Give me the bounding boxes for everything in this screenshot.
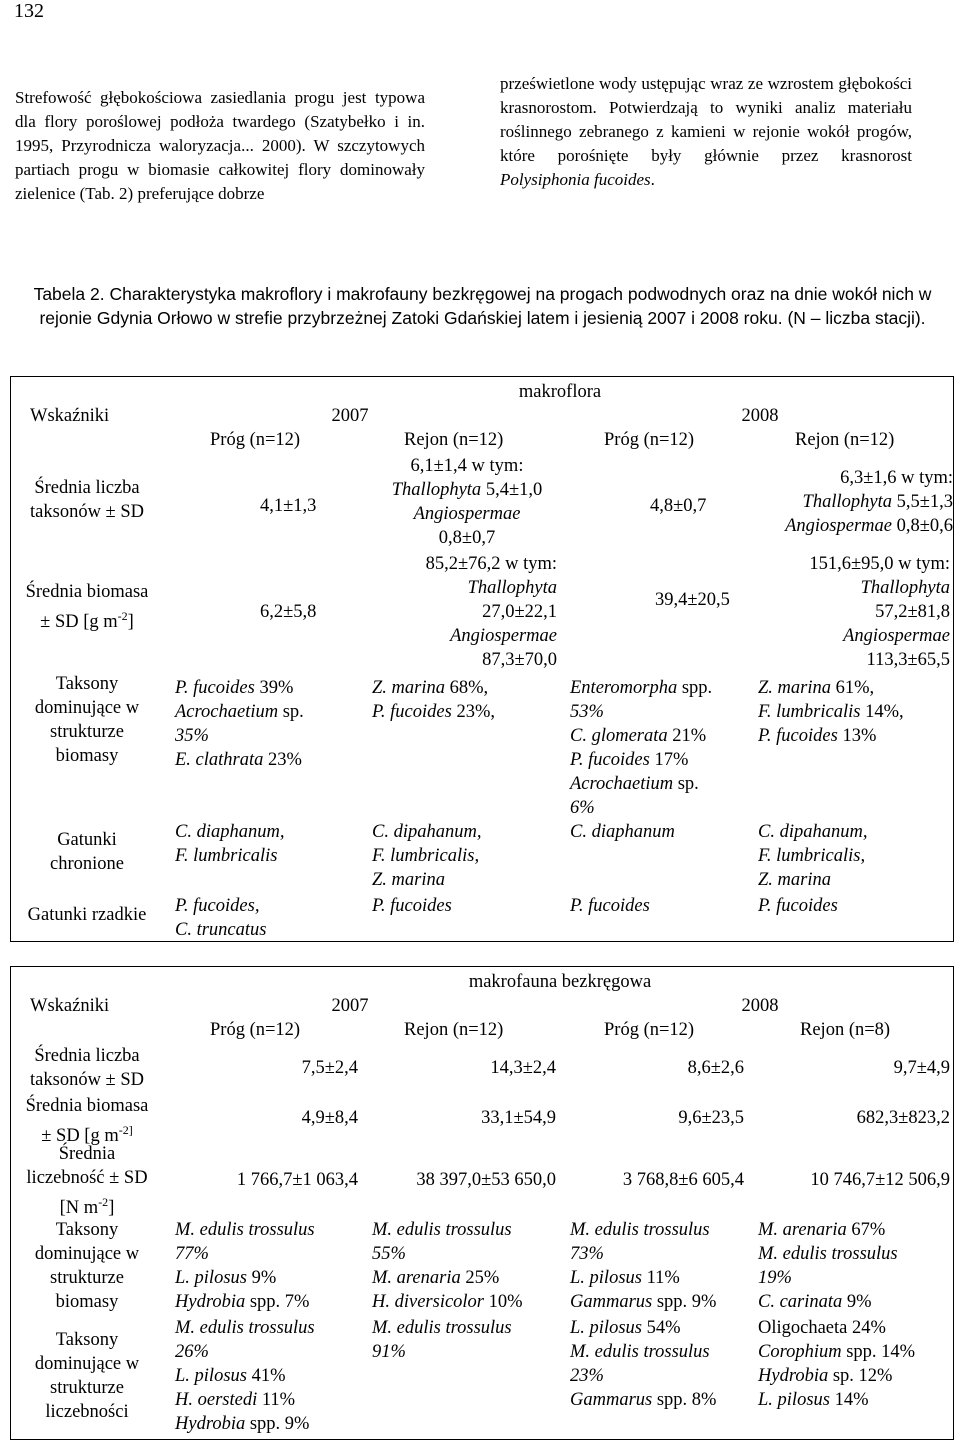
flora-dominant-c4: Z. marina 61%, F. lumbricalis 14%, P. fucoides 13% — [758, 678, 904, 746]
fauna-row-label: Średnia liczebność ± SD [N $m^{-2}$] — [26, 1144, 148, 1219]
flora-protected-c4: C. dipahanum, F. lumbricalis, Z. marina — [758, 822, 868, 890]
flora-biomass-c2: 85,2±76,2 w tym: Thallophyta 27,0±22,1 Angiospermae 87,3±70,0 — [425, 554, 557, 670]
flora-indicators-label: Wskaźniki — [30, 406, 110, 426]
fauna-dominant-biomass-c2: M. edulis trossulus 55% M. arenaria 25% H. diversicolor 10% — [372, 1220, 523, 1312]
flora-column-header: Rejon (n=12) — [795, 430, 895, 450]
fauna-year-2007: 2007 — [331, 996, 369, 1016]
flora-biomass-c3: 39,4±20,5 — [655, 590, 730, 610]
fauna-dominant-biomass-c3: M. edulis trossulus 73% L. pilosus 11% Gammarus spp. 9% — [570, 1220, 717, 1312]
fauna-dominant-biomass-c1: M. edulis trossulus 77% L. pilosus 9% Hydrobia spp. 7% — [175, 1220, 315, 1312]
flora-column-header: Próg (n=12) — [604, 430, 695, 450]
fauna-dominant-abundance-c4: Oligochaeta 24% Corophium spp. 14% Hydrobia sp. 12% L. pilosus 14% — [758, 1318, 916, 1410]
right-text-column — [500, 72, 912, 192]
fauna-abundance-value: 1 766,7±1 063,4 — [236, 1170, 358, 1190]
flora-rare-c3: P. fucoides — [570, 896, 650, 916]
fauna-section-title: makrofauna bezkręgowa — [468, 972, 652, 992]
flora-protected-c2: C. dipahanum, F. lumbricalis, Z. marina — [372, 822, 482, 890]
flora-biomass-c4: 151,6±95,0 w tym: Thallophyta 57,2±81,8 Angiospermae 113,3±65,5 — [809, 554, 950, 670]
flora-row-label: Średnia liczba taksonów ± SD — [30, 478, 144, 522]
fauna-biomass-value: 33,1±54,9 — [481, 1108, 556, 1128]
flora-row-label: Gatunki chronione — [50, 830, 124, 874]
right-paragraph: prześwietlone wody ustępując wraz ze wzrostem głębokości krasnorostom. Potwierdzają to wyniki analiz materiału roślinnego zebranego z kamieni w rejonie wokół progów, które porośnięte były głównie przez krasnorost Polysiphonia fucoides. — [500, 74, 912, 189]
caption-label: Tabela 2. — [33, 284, 105, 304]
fauna-biomass-value: 9,6±23,5 — [678, 1108, 744, 1128]
flora-taxa-c4: 6,3±1,6 w tym: Thallophyta 5,5±1,3 Angiospermae 0,8±0,6 — [785, 468, 953, 536]
fauna-taxa-value: 7,5±2,4 — [301, 1058, 358, 1078]
page-number: 132 — [14, 0, 44, 22]
flora-section-title: makroflora — [518, 382, 602, 402]
fauna-indicators-label: Wskaźniki — [30, 996, 110, 1016]
flora-row-label: Taksony dominujące w strukturze biomasy — [34, 674, 140, 766]
fauna-taxa-value: 9,7±4,9 — [893, 1058, 950, 1078]
fauna-dominant-abundance-c1: M. edulis trossulus 26% L. pilosus 41% H. oerstedi 11% Hydrobia spp. 9% — [175, 1318, 315, 1434]
flora-year-2008: 2008 — [741, 406, 779, 426]
flora-rare-c4: P. fucoides — [758, 896, 838, 916]
species-name: Polysiphonia fucoides — [500, 170, 651, 189]
fauna-dominant-abundance-c2: M. edulis trossulus 91% — [372, 1318, 512, 1362]
table-caption — [30, 282, 935, 330]
left-text-column — [15, 86, 425, 206]
flora-taxa-c2: 6,1±1,4 w tym: Thallophyta 5,4±1,0 Angiospermae 0,8±0,7 — [391, 456, 543, 548]
flora-taxa-c3: 4,8±0,7 — [650, 496, 707, 516]
fauna-column-header: Rejon (n=8) — [800, 1020, 891, 1040]
fauna-biomass-value: 4,9±8,4 — [301, 1108, 358, 1128]
fauna-column-header: Rejon (n=12) — [404, 1020, 504, 1040]
fauna-row-label: Średnia liczba taksonów ± SD — [30, 1046, 144, 1090]
fauna-year-2008: 2008 — [741, 996, 779, 1016]
flora-row-label: Gatunki rzadkie — [27, 905, 147, 925]
flora-rare-c2: P. fucoides — [372, 896, 452, 916]
flora-row-label: Średnia biomasa ± SD [g $m^{-2}$] — [25, 582, 149, 633]
flora-year-2007: 2007 — [331, 406, 369, 426]
fauna-biomass-value: 682,3±823,2 — [856, 1108, 950, 1128]
flora-protected-c3: C. diaphanum — [570, 822, 675, 842]
flora-dominant-c3: Enteromorpha spp. 53% C. glomerata 21% P. fucoides 17% Acrochaetium sp. 6% — [570, 678, 713, 818]
caption-text: Charakterystyka makroflory i makrofauny bezkręgowej na progach podwodnych oraz na dnie wokół nich w rejonie Gdynia Orłowo w strefie przybrzeżnej Zatoki Gdańskiej latem i jesienią 2007 i 2008 roku. (N – liczba stacji). — [39, 284, 932, 328]
fauna-row-label: Taksony dominujące w strukturze liczebności — [34, 1330, 140, 1422]
fauna-column-header: Próg (n=12) — [210, 1020, 301, 1040]
flora-dominant-c2: Z. marina 68%, P. fucoides 23%, — [372, 678, 495, 722]
flora-dominant-c1: P. fucoides 39% Acrochaetium sp. 35% E. clathrata 23% — [175, 678, 304, 770]
flora-column-header: Próg (n=12) — [210, 430, 301, 450]
macroflora-table — [10, 376, 954, 942]
flora-taxa-c1: 4,1±1,3 — [260, 496, 317, 516]
fauna-taxa-value: 14,3±2,4 — [490, 1058, 556, 1078]
macrofauna-table — [10, 966, 954, 1440]
flora-column-header: Rejon (n=12) — [404, 430, 504, 450]
flora-biomass-c1: 6,2±5,8 — [260, 602, 317, 622]
left-paragraph: Strefowość głębokościowa zasiedlania progu jest typowa dla flory poroślowej podłoża twardego (Szatybełko i in. 1995, Przyrodnicza waloryzacja... 2000). W szczytowych partiach progu w biomasie całkowitej flory dominowały zielenice (Tab. 2) preferujące dobrze — [15, 88, 425, 203]
flora-protected-c1: C. diaphanum, F. lumbricalis — [175, 822, 285, 866]
fauna-taxa-value: 8,6±2,6 — [687, 1058, 744, 1078]
fauna-column-header: Próg (n=12) — [604, 1020, 695, 1040]
fauna-row-label: Średnia biomasa ± SD [g $m^{-2]}$ — [25, 1096, 149, 1147]
flora-rare-c1: P. fucoides, C. truncatus — [175, 896, 267, 940]
fauna-dominant-biomass-c4: M. arenaria 67% M. edulis trossulus 19% C. carinata 9% — [758, 1220, 898, 1312]
fauna-dominant-abundance-c3: L. pilosus 54% M. edulis trossulus 23% Gammarus spp. 8% — [570, 1318, 717, 1410]
fauna-abundance-value: 3 768,8±6 605,4 — [622, 1170, 744, 1190]
fauna-abundance-value: 10 746,7±12 506,9 — [810, 1170, 950, 1190]
fauna-row-label: Taksony dominujące w strukturze biomasy — [34, 1220, 140, 1312]
fauna-abundance-value: 38 397,0±53 650,0 — [416, 1170, 556, 1190]
